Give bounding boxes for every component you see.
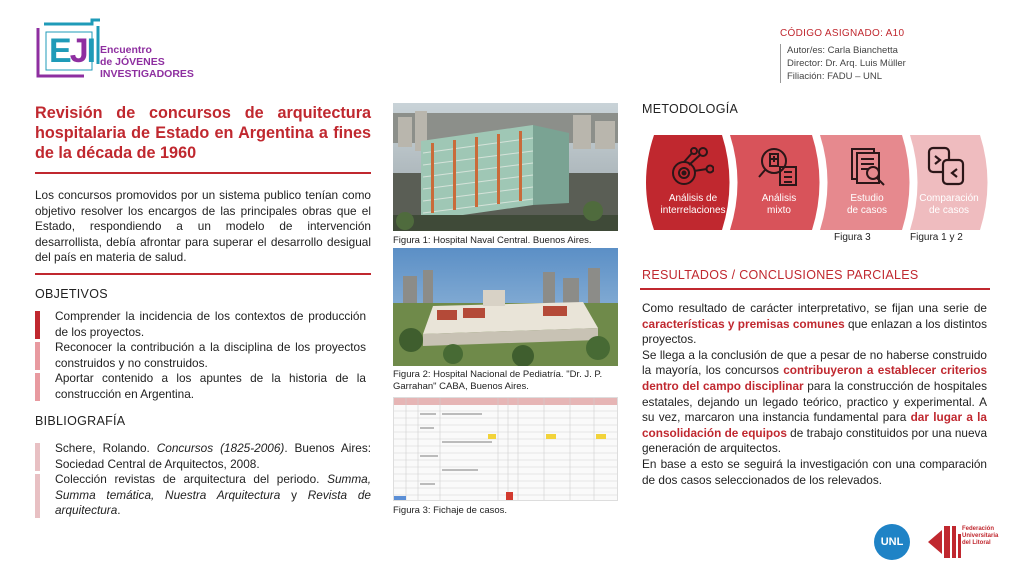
- brand-line-1: Encuentro: [100, 44, 152, 56]
- network-analysis-icon: [670, 145, 714, 187]
- logo-letter-j: J: [69, 32, 87, 70]
- logo-letters: [49, 32, 94, 71]
- step-label-mixto: [736, 193, 822, 217]
- figure-3-table-image: [393, 397, 618, 501]
- results-divider: [640, 288, 990, 290]
- bib-text: . Buenos Aires: Sociedad Central de Arquitectos, 2008.: [55, 441, 371, 471]
- results-heading: RESULTADOS / CONCLUSIONES PARCIALES: [642, 268, 919, 282]
- figure-3-caption: Figura 3: Fichaje de casos.: [393, 505, 508, 516]
- affiliation: Filiación: FADU – UNL: [787, 71, 883, 82]
- objectives-heading: OBJETIVOS: [35, 287, 108, 301]
- code-label: CÓDIGO ASIGNADO: A10: [780, 28, 905, 39]
- figure-1-2-reference: Figura 1 y 2: [910, 232, 963, 243]
- results-highlight: dar lugar a la consolidación de equipos: [642, 410, 987, 440]
- results-text: Como resultado de carácter interpretativo, se fijan una serie de: [642, 301, 987, 315]
- objective-text: Comprender la incidencia de los contextos de producción de los proyectos.: [55, 309, 366, 339]
- authors: Autor/es: Carla Bianchetta: [787, 45, 898, 56]
- author-info: [780, 44, 906, 83]
- logo-letter-i: I: [86, 32, 95, 70]
- step-label-comparacion: [910, 193, 988, 217]
- objective-text: Aportar contenido a los apuntes de la historia de la construcción en Argentina.: [55, 371, 366, 401]
- objective-text: Reconocer la contribución a la disciplina de los proyectos construidos y no construidos.: [55, 340, 366, 370]
- brand-line-3: INVESTIGADORES: [100, 68, 194, 80]
- bib-text: .: [117, 503, 121, 517]
- results-highlight: contribuyeron a establecer criterios dentro del campo disciplinar: [642, 363, 988, 393]
- objectives-list: [35, 309, 366, 402]
- bullet-bar: [35, 373, 40, 401]
- fue-line-3: del Litoral: [962, 540, 991, 546]
- case-sheet-image: [394, 398, 618, 501]
- step-label-estudio: [824, 193, 910, 217]
- poster-title: Revisión de concursos de arquitectura hospitalaria de Estado en Argentina a fines de la década de 1960: [35, 104, 371, 162]
- director: Director: Dr. Arq. Luis Müller: [787, 58, 906, 69]
- brand-line-2: de JÓVENES: [100, 56, 165, 68]
- step-1-line-1: Análisis de: [668, 193, 718, 204]
- document-search-icon: [846, 145, 890, 187]
- bib-title: Summa, Summa temática, Nuestra Arquitectura: [55, 472, 371, 502]
- compare-icon: [926, 145, 970, 187]
- bullet-bar: [35, 474, 40, 518]
- objective-item: [35, 340, 366, 371]
- step-label-interrelaciones: [648, 193, 738, 217]
- step-4-line-2: de casos: [928, 205, 970, 216]
- bullet-bar: [35, 342, 40, 370]
- bullet-bar: [35, 311, 40, 339]
- magnifier-building-icon: [758, 145, 802, 187]
- results-paragraph-3: En base a esto se seguirá la investigación con una comparación de dos casos seleccionados de los relevados.: [642, 456, 987, 487]
- bib-title: Concursos (1825-2006): [156, 441, 285, 455]
- results-highlight: características y premisas comunes: [642, 316, 845, 331]
- step-3-line-1: Estudio: [850, 193, 884, 204]
- unl-logo: UNL: [874, 524, 910, 560]
- results-paragraph-2: [642, 348, 987, 457]
- results-text: de trabajo constituidos por una nueva generación de arquitectos.: [642, 425, 988, 456]
- results-text: que enlazan a los distintos proyectos.: [642, 316, 987, 347]
- figure-2-caption: [393, 369, 621, 393]
- bib-title: Revista de arquitectura: [55, 487, 371, 517]
- assigned-code: [780, 27, 904, 40]
- bibliography-list: [35, 441, 371, 519]
- hospital-garrahan-image: [393, 248, 618, 366]
- intro-paragraph: Los concursos promovidos por un sistema publico tenían como objetivo resolver los encargos de las principales obras que el Estado, respondiendo a un modelo de intervención desarrollista, debía afrontar para superar el desarrollo desigual del país en materia de salud.: [35, 188, 371, 264]
- results-text: para la construcción de hospitales estatales, dejando un legado teórico, practico y experimental. A su vez, marcaron una instancia fundamental para: [642, 378, 987, 425]
- results-text: Se llega a la conclusión de que a pesar de no haberse construido la mayoría, los concursos: [642, 347, 987, 378]
- fue-logo-text: [962, 526, 998, 547]
- step-1-line-2: interrelaciones: [660, 205, 726, 216]
- step-2-line-1: Análisis: [761, 193, 797, 204]
- methodology-process: [640, 135, 995, 230]
- title-divider: [35, 172, 371, 174]
- bibliography-heading: BIBLIOGRAFÍA: [35, 414, 126, 428]
- fue-line-2: Universitaria: [962, 533, 999, 539]
- figure-1-caption: Figura 1: Hospital Naval Central. Buenos Aires.: [393, 235, 592, 246]
- fue-line-1: Federación: [962, 526, 995, 532]
- step-3-line-2: de casos: [846, 205, 888, 216]
- bibliography-item: [35, 441, 371, 472]
- bullet-bar: [35, 443, 40, 471]
- results-paragraph-1: [642, 301, 987, 348]
- bib-text: Schere, Rolando.: [55, 441, 157, 455]
- intro-divider: [35, 273, 371, 275]
- objective-item: [35, 371, 366, 402]
- figure-2-caption-line-1: Figura 2: Hospital Nacional de Pediatría. "Dr. J. P.: [393, 369, 603, 380]
- bib-text: y: [280, 487, 308, 502]
- step-2-line-2: mixto: [767, 205, 791, 216]
- results-body: [642, 301, 987, 488]
- figure-3-reference: Figura 3: [834, 232, 871, 243]
- bibliography-item: [35, 472, 371, 519]
- methodology-heading: METODOLOGÍA: [642, 102, 739, 116]
- figure-2-caption-line-2: Garrahan" CABA, Buenos Aires.: [393, 381, 529, 392]
- brand-name: [100, 44, 194, 80]
- hospital-naval-image: [393, 103, 618, 231]
- bib-text: Colección revistas de arquitectura del periodo.: [55, 472, 328, 486]
- objective-item: [35, 309, 366, 340]
- figure-1-photo: [393, 103, 618, 231]
- step-4-line-1: Comparación: [919, 193, 979, 204]
- figure-2-photo: [393, 248, 618, 366]
- logo-letter-e: E: [49, 32, 70, 70]
